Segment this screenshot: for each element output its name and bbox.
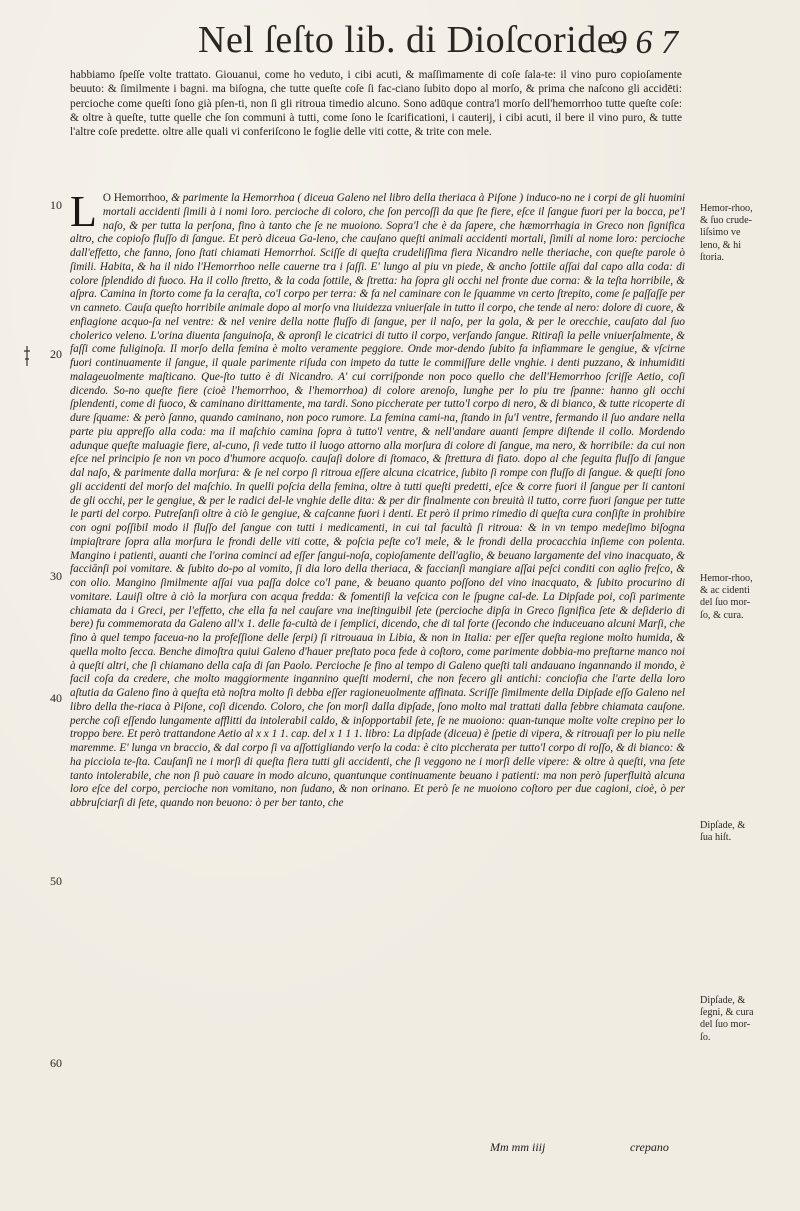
margin-note-dipsade-cure: Dipſade, & ſegni, & cura del ſuo mor-ſo. [700, 995, 754, 1043]
drop-cap: L [70, 187, 97, 236]
page-title: Nel ſeſto lib. di Dioſcoride. [198, 19, 625, 61]
line-number-30: 30 [50, 569, 62, 583]
line-number-50: 50 [50, 874, 62, 888]
catchword: crepano [630, 1140, 669, 1154]
margin-note-hemorrhoo-cure: Hemor-rhoo, & ac cidenti del ſuo mor-ſo, & cura. [700, 573, 753, 621]
line-number-10: 10 [50, 198, 62, 212]
line-number-20: 20 [50, 347, 62, 361]
page-number: 9 6 7 [610, 24, 678, 61]
margin-note-dipsade-history: Dipſade, & ſua hiſt. [700, 820, 746, 844]
line-number-40: 40 [50, 691, 62, 705]
running-header [180, 18, 740, 70]
main-text-block [70, 187, 685, 811]
catchline [70, 1140, 682, 1156]
intro-paragraph: habbiamo ſpeſſe volte trattato. Giouanui, come ho veduto, i cibi acuti, & maſſimamente di coſe ſala-te: il vino puro copioſamente beuuto: & ſimilmente i bagni. ma biſogna, che tutte queſte coſe ſi fac-ciano ſubito dopo al morſo, & prima che naſcono gli accidēti: percioche come queſti ſono già pſen-ti, non ſi gli ritroua timedio alcuno. Sono adūque contra'l morſo dell'hemorrhoo tutte queſte coſe: & oltre à queſte, tutte quelle che ſon communi à tutti, come ſono le ſcarificationi, i cauterij, i cibi acuti, il bere il vino puro, & tutte l'altre coſe predette. oltre alle quali vi conferiſcono le foglie delle viti cotte, & trite con mele. [70, 69, 682, 139]
line-number-60: 60 [50, 1056, 62, 1070]
margin-ink-mark [22, 345, 32, 367]
signature-mark: Mm mm iiij [490, 1140, 546, 1154]
margin-note-hemorrhoo-history: Hemor-rhoo, & ſuo crude-liſsimo ve leno, & hi ſtoria. [700, 203, 753, 263]
main-text-body: & parimente la Hemorrhoa ( diceua Galeno nel libro della theriaca à Piſone ) induco-no ne i corpi de gli huomini mortali accidenti ſimili à i nomi loro. percioche di coloro, che ſon percoſſi da que ſte fiere, eſce il ſangue fuori per la bocca, pe'l naſo, & per tutta la perſona, fino à tanto che ſe ne muoiono. Sopra'l che è da ſapere, che hæmorrhagia in Greco non ſignifica altro, che copioſo fluſſo di ſangue. Et però diceua Ga-leno, che cauſano queſti animali accidenti mortali, ſimili al nome loro: percioche dall'effetto, che fanno, ſono ſtati chiamati Hemorrhoi. Sciſſe di queſta crudeliſſima fiera Nicandro nelle theriache, con queſte parole ò ſimili. Habita, & ha il nido l'Hemorrhoo nelle cauerne tra i ſaſſi. E' lungo al piu vn piede, & ancho ſottile aſſai dal capo alla coda: di colore ſplendido di fuoco. Ha il collo ſtretto, & la coda ſottile, & ſtretta: ha ſopra gli occhi nel fronte due corna: & la teſta horribile, & aſpra. Camina in ſtorto come fa la ceraſta, co'l corpo per terra: & fa nel caminare con le ſquamme vn certo ſtrepito, come ſe paſſaſſe per vn canneto. Cauſa queſto horribile animale dopo al morſo vna liuidezza vniuerſale in tutto il corpo, che tende al nero: dolore di cuore, & enfiagione acquo-ſa nel ventre: & nel venire della notte fluſſo di ſangue, per il naſo, per la gola, & per le orecchie, cauſato dal ſuo cholerico veleno. L'orina diuenta ſanguinoſa, & apronſi le cicatrici di tutto il corpo, verſando ſangue. Ritiraſi la pelle vniuerſalmente, & faſſi come fuliginoſa. Il morſo della femina è molto veramente peggiore. Onde mor-dendo ſubito fa infiammare le gengiue, & vſcirne fuori continuamente il ſangue, il quale parimente riſuda con impeto da tutte le commiſſure delle vnghie. i denti puzzano, & inhumiditi malageuolmente maſticano. Que-ſto tutto è di Nicandro. A' cui corriſponde non poco quello che dell'Hemorrhoo ſcriſſe Aetio, coſi dicendo. So-no queſte fiere (cioè l'hemorrhoo, & l'hemorrhoa) di colore arenoſo, lunghe per lo piu tre ſpanne: hanno gli occhi ſplendenti, come di fuoco, & caminano dirittamente, ma tardi. Sono piccherate per tutto'l corpo di nero, & di bianco, & tutte ricoperte di dure ſquame: & però ſanno, quando caminano, non poco rumore. La femina cami-na, ſtando in ſu'l ventre, fermando il ſuo andare nella parte piu appreſſo alla coda: ma il maſchio camina ſopra à tutto'l ventre, & nell'andare auanti ſempre diſtende il collo. Mordendo adunque queſte maluagie fiere, al-cuno, ſi vede tutto il luogo attorno alla morſura di colore di ſangue, ma nero, & horribile: da cui non eſce nel principio ſe non vn poco d'humore acquoſo. cauſaſi dolore di ſtomaco, & ſtrettura di fiato. dopo al che ſeguita fluſſo di ſangue dal naſo, & parimente dalla morſura: & ſe nel corpo ſi ritroua eſſere alcuna cicatrice, ſubito ſi rompe con fluſſo di ſangue. & queſti ſono gli accidenti del morſo del maſchio. In quelli poſcia della femina, oltre à tutti queſti predetti, eſce & corre fuori il ſangue per li cantoni de gli occhi, per le gengiue, & per le radici del-le vnghie delle dita: & per dir finalmente con breuità il tutto, corre fuori ſangue per tutte le parti del corpo. Putreſanſi oltre à ciò le gengiue, & caſcanne fuori i denti. Et però il primo rimedio di queſta cura conſiſte in prohibire con ogni poſſibil modo il fluſſo del ſangue con tutti i medicamenti, in cui tal facultà ſi ritroua: & in vn tempo medeſimo biſogna impiaſtrare ſopra alla morſura le frondi delle viti cotte, & poſcia peſte co'l mele, & le frondi della procacchia inſieme con polenta. Mangino i patienti, auanti che l'orina cominci ad eſſer ſangui-noſa, copioſamente dell'aglio, & beuano largamente del vino inacquato, & facciānſi poi vomitare. & ſubito do-po al vomito, ſi dia loro della theriaca, & faccianſi mangiare aſſai peſci conditi con aglio freſco, & con olio. Mangino ſimilmente aſſai vua paſſa dolce co'l pane, & beuano quanto poſſono del vino inacquato, & ſubito procurino di vomitare. Lauiſi oltre à ciò la morſura con acqua fredda: & fomentiſi la veſcica con le ſpugne cal-de. La Dipſade poi, coſi parimente chiamata da i Greci, per l'effetto, che ella fa nel cauſare vna ineſtinguibil ſete (percioche dipſa in Greco ſignifica ſete & deſiderio di bere) fu commemorata da Galeno all'x 1. delle fa-cultà de i ſemplici, dicendo, che di tal forte (ſecondo che induceuano alcuni Marſi, che fino à quel tempo faceua-no la profeſſione delle ſerpi) ſi ritrouaua in Libia, & non in Italia: per eſſer queſta regione molto humida, & quella molto ſecca. Benche dimoſtra quiui Galeno d'hauer preſtato poca fede à coſtoro, come parimente dobbia-mo preſtarne manco noi à queſti altri, che ſi chiamano della caſa di ſan Paolo. Percioche ſe fino al tempo di Galeno queſti tali andauano ingannando il mondo, è facil coſa da credere, che molto maggiormente ingannino queſti moderni, che non fecero gli antichi: conciofia che l'arte della loro aſtutia da Galeno fino à queſta età noſtra molto ſi debba eſſer ragioneuolmente affinata. Scriſſe ſimilmente della Dipſade eſſo Galeno nel libro della the-riaca à Piſone, coſi dicendo. Coloro, che ſon morſi dalla dipſade, ſono molto mal trattati dalla febbre chiamata cauſone. perche coſi eſſendo lungamente afflitti da intolerabil caldo, & inſopportabil ſete, ſe ne muoiono: quan-tunque molte volte crepino per lo troppo bere. Et però trattandone Aetio al x x 1 1. cap. del x 1 1 1. libro: La dipſade (diceua) è ſpetie di vipera, & ritrouaſi per lo piu nelle maremme. E' lunga vn braccio, & dal corpo ſi va aſſottigliando verſo la coda: è cito piccherata per tutto'l corpo di roſſo, & di bianco: & ha picciola te-ſta. Cauſanſi ne i morſi di queſta fiera tutti gli accidenti, che ſi veggono ne i morſi delle vipere: & oltre à queſti, vna ſete tanto intolerabile, che non ſi può cauare in modo alcuno, quantunque continuamente beuano i patienti: ma non però ſuperfluità alcuna loro eſce del corpo, percioche non vomitano, non ſudano, & non orinano. Et però ſe ne muoiono coſtoro per due cagioni, cioè, ò per abbruſciarſi di ſete, quando non beuono: ò per ber tanto, che [70, 192, 685, 809]
main-text-lead: O Hemorrhoo, [102, 192, 169, 204]
